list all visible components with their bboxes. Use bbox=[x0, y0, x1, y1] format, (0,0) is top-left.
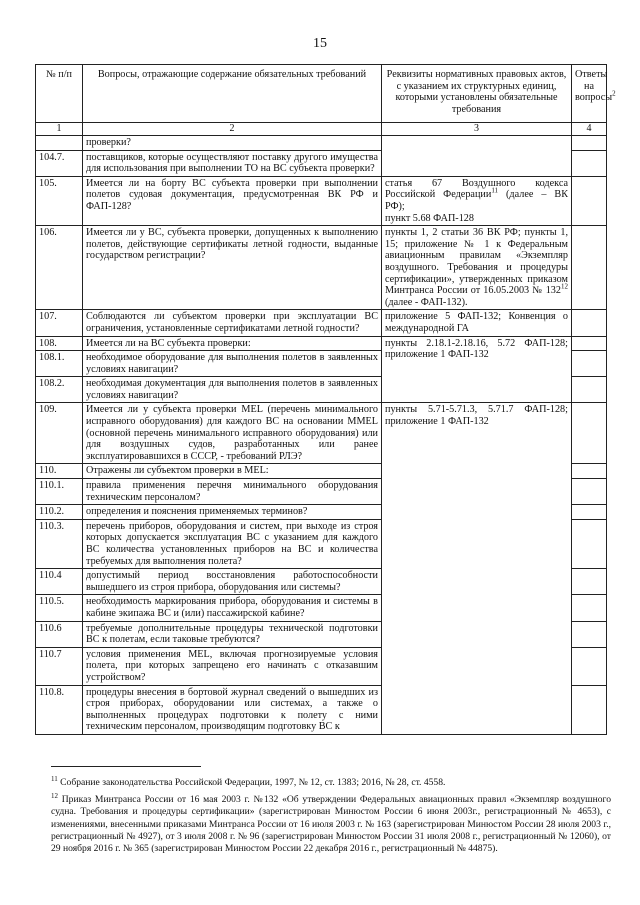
reference-text: пункты 1, 2 статьи 36 ВК РФ; пункты 1, 15; приложение № 1 к Федеральным авиационным правилам «Экземпляр воздушного. Требования и процедуры сертификации», утвержденных приказом Минтранса России от 16.05.2003 № 132 bbox=[385, 227, 568, 297]
footnote-divider bbox=[51, 766, 201, 767]
answer-cell[interactable] bbox=[572, 685, 607, 734]
answer-cell[interactable] bbox=[572, 226, 607, 310]
reference-text: (далее – ВК РФ); bbox=[385, 189, 569, 212]
answer-cell[interactable] bbox=[572, 519, 607, 568]
question-text: Имеется ли у субъекта проверки MEL (перечень минимального исправного оборудования) для каждого ВС на основании MMEL (основной перечень минимального исправного оборудования) или для воздушных судов, разработанных или ранее эксплуатировавшихся в СССР, - требований РЛЭ? bbox=[83, 403, 382, 464]
footnote-text: Собрание законодательства Российской Федерации, 1997, № 12, ст. 1383; 2016, № 28, ст. 4558. bbox=[60, 777, 446, 789]
answer-cell[interactable] bbox=[572, 479, 607, 505]
column-index: 2 bbox=[83, 123, 382, 136]
answer-cell[interactable] bbox=[572, 150, 607, 176]
answer-cell[interactable] bbox=[572, 136, 607, 151]
table-row bbox=[36, 336, 607, 351]
question-text: правила применения перечня минимального оборудования техническим персоналом? bbox=[83, 479, 382, 505]
footnote bbox=[51, 790, 611, 856]
row-number: 110.1. bbox=[36, 479, 83, 505]
row-number: 106. bbox=[36, 226, 83, 310]
answer-cell[interactable] bbox=[572, 310, 607, 336]
footnote bbox=[51, 773, 611, 790]
question-text: Имеется ли на ВС субъекта проверки: bbox=[83, 336, 382, 351]
answer-cell[interactable] bbox=[572, 403, 607, 464]
reference-text: статья 67 Воздушного кодекса Российской Федерации bbox=[385, 177, 568, 201]
footnote-mark: 11 bbox=[51, 775, 58, 783]
question-text: Соблюдаются ли субъектом проверки при эксплуатации ВС ограничения, установленные сертификатами летной годности? bbox=[83, 310, 382, 336]
question-text: необходимое оборудование для выполнения полетов в заявленных условиях навигации? bbox=[83, 351, 382, 377]
answer-cell[interactable] bbox=[572, 336, 607, 351]
row-number bbox=[36, 136, 83, 151]
footnote-text: Приказ Минтранса России от 16 мая 2003 г. №132 «Об утверждении Федеральных авиационных правил «Экземпляр воздушного судна. Требования и процедуры сертификации» (зарегистрирован Минюстом России 6 июня 2003г., регистрационный № 4653), с изменениями, внесенными приказами Минтранса России от 16 июля 2003 г. № 163 (зарегистрирован Минюстом России 28 июля 2003 г., регистрационный № 4927), от 3 июля 2008 г. № 96 (зарегистрирован Минюстом России 31 июля 2008 г., регистрационный № 12060), от 29 ноября 2016 г. № 365 (зарегистрирован Минюстом России 22 декабря 2016 г., регистрационный № 44875). bbox=[51, 793, 611, 855]
answer-cell[interactable] bbox=[572, 351, 607, 377]
answer-cell[interactable] bbox=[572, 647, 607, 685]
header-answers-label: Ответы на вопросы bbox=[575, 69, 613, 104]
answer-cell[interactable] bbox=[572, 569, 607, 595]
question-text: необходимая документация для выполнения полетов в заявленных условиях навигации? bbox=[83, 377, 382, 403]
question-text: Имеется ли у ВС, субъекта проверки, допущенных к выполнению полетов, действующие сертификаты летной годности, выданные государством регистрации? bbox=[83, 226, 382, 310]
footnote-mark: 12 bbox=[51, 791, 58, 800]
table-row bbox=[36, 310, 607, 336]
question-text: процедуры внесения в бортовой журнал сведений о вышедших из строя приборах, оборудовании или системах, а также о выполненных процедурах подготовки к полету с ними техническим персоналом, производящим подготовку ВС к bbox=[83, 685, 382, 734]
header-num: № п/п bbox=[36, 65, 83, 123]
footnote-mark: 12 bbox=[561, 282, 568, 291]
question-text: Отражены ли субъектом проверки в MEL: bbox=[83, 464, 382, 479]
row-number: 110.4 bbox=[36, 569, 83, 595]
row-number: 108.2. bbox=[36, 377, 83, 403]
table-row bbox=[36, 403, 607, 464]
footnote-mark: 2 bbox=[612, 89, 616, 98]
answer-cell[interactable] bbox=[572, 621, 607, 647]
row-number: 110. bbox=[36, 464, 83, 479]
column-index: 3 bbox=[382, 123, 572, 136]
table-row bbox=[36, 136, 607, 151]
row-number: 105. bbox=[36, 176, 83, 225]
question-text: определения и пояснения применяемых терминов? bbox=[83, 505, 382, 520]
requirements-table bbox=[35, 64, 616, 735]
footnotes bbox=[51, 766, 611, 856]
reference-cell bbox=[382, 136, 572, 177]
question-text: требуемые дополнительные процедуры технической подготовки ВС к полетам, если таковые требуются? bbox=[83, 621, 382, 647]
answer-cell[interactable] bbox=[572, 377, 607, 403]
reference-cell bbox=[382, 226, 572, 310]
reference-cell: приложение 5 ФАП-132; Конвенция о международной ГА bbox=[382, 310, 572, 336]
question-text: допустимый период восстановления работоспособности вышедшего из строя прибора, оборудования или системы? bbox=[83, 569, 382, 595]
row-number: 107. bbox=[36, 310, 83, 336]
row-number: 108.1. bbox=[36, 351, 83, 377]
page-number: 15 bbox=[313, 36, 327, 51]
question-text: условия применения MEL, включая прогнозируемые условия полета, при которых запрещено его начинать с отказавшим устройством? bbox=[83, 647, 382, 685]
reference-cell bbox=[382, 176, 572, 225]
row-number: 104.7. bbox=[36, 150, 83, 176]
question-text: поставщиков, которые осуществляют поставку другого имущества для использования при выполнении ТО на ВС субъекта проверки? bbox=[83, 150, 382, 176]
question-text: Имеется ли на борту ВС субъекта проверки при выполнении полетов судовая документация, предусмотренная ВК РФ и ФАП-128? bbox=[83, 176, 382, 225]
row-number: 110.8. bbox=[36, 685, 83, 734]
question-text: необходимость маркирования прибора, оборудования и системы в кабине экипажа ВС и (или) пассажирской кабине? bbox=[83, 595, 382, 621]
column-index-row bbox=[36, 123, 607, 136]
answer-cell[interactable] bbox=[572, 464, 607, 479]
table-header bbox=[36, 65, 607, 123]
row-number: 110.6 bbox=[36, 621, 83, 647]
row-number: 109. bbox=[36, 403, 83, 464]
header-questions: Вопросы, отражающие содержание обязательных требований bbox=[83, 65, 382, 123]
column-index: 1 bbox=[36, 123, 83, 136]
reference-text: (далее - ФАП-132). bbox=[385, 296, 468, 308]
row-number: 110.2. bbox=[36, 505, 83, 520]
reference-cell: пункты 5.71-5.71.3, 5.71.7 ФАП-128; приложение 1 ФАП-132 bbox=[382, 403, 572, 734]
reference-text: пункт 5.68 ФАП-128 bbox=[385, 212, 474, 224]
answer-cell[interactable] bbox=[572, 595, 607, 621]
answer-cell[interactable] bbox=[572, 176, 607, 225]
row-number: 110.5. bbox=[36, 595, 83, 621]
footnote-mark: 11 bbox=[491, 186, 499, 195]
row-number: 110.3. bbox=[36, 519, 83, 568]
column-index: 4 bbox=[572, 123, 607, 136]
question-text: перечень приборов, оборудования и систем, при выходе из строя которых допускается эксплуатация ВС с указанием для каждого ВС количества установленных приборов на ВС и количества требуемых для выполнения полета? bbox=[83, 519, 382, 568]
header-refs: Реквизиты нормативных правовых актов, с указанием их структурных единиц, которыми установлены обязательные требования bbox=[382, 65, 572, 123]
row-number: 108. bbox=[36, 336, 83, 351]
row-number: 110.7 bbox=[36, 647, 83, 685]
answer-cell[interactable] bbox=[572, 505, 607, 520]
header-answers bbox=[572, 65, 616, 123]
table-row bbox=[36, 176, 607, 225]
reference-cell: пункты 2.18.1-2.18.16, 5.72 ФАП-128; приложение 1 ФАП-132 bbox=[382, 336, 572, 403]
table-row bbox=[36, 226, 607, 310]
question-text: проверки? bbox=[83, 136, 382, 151]
